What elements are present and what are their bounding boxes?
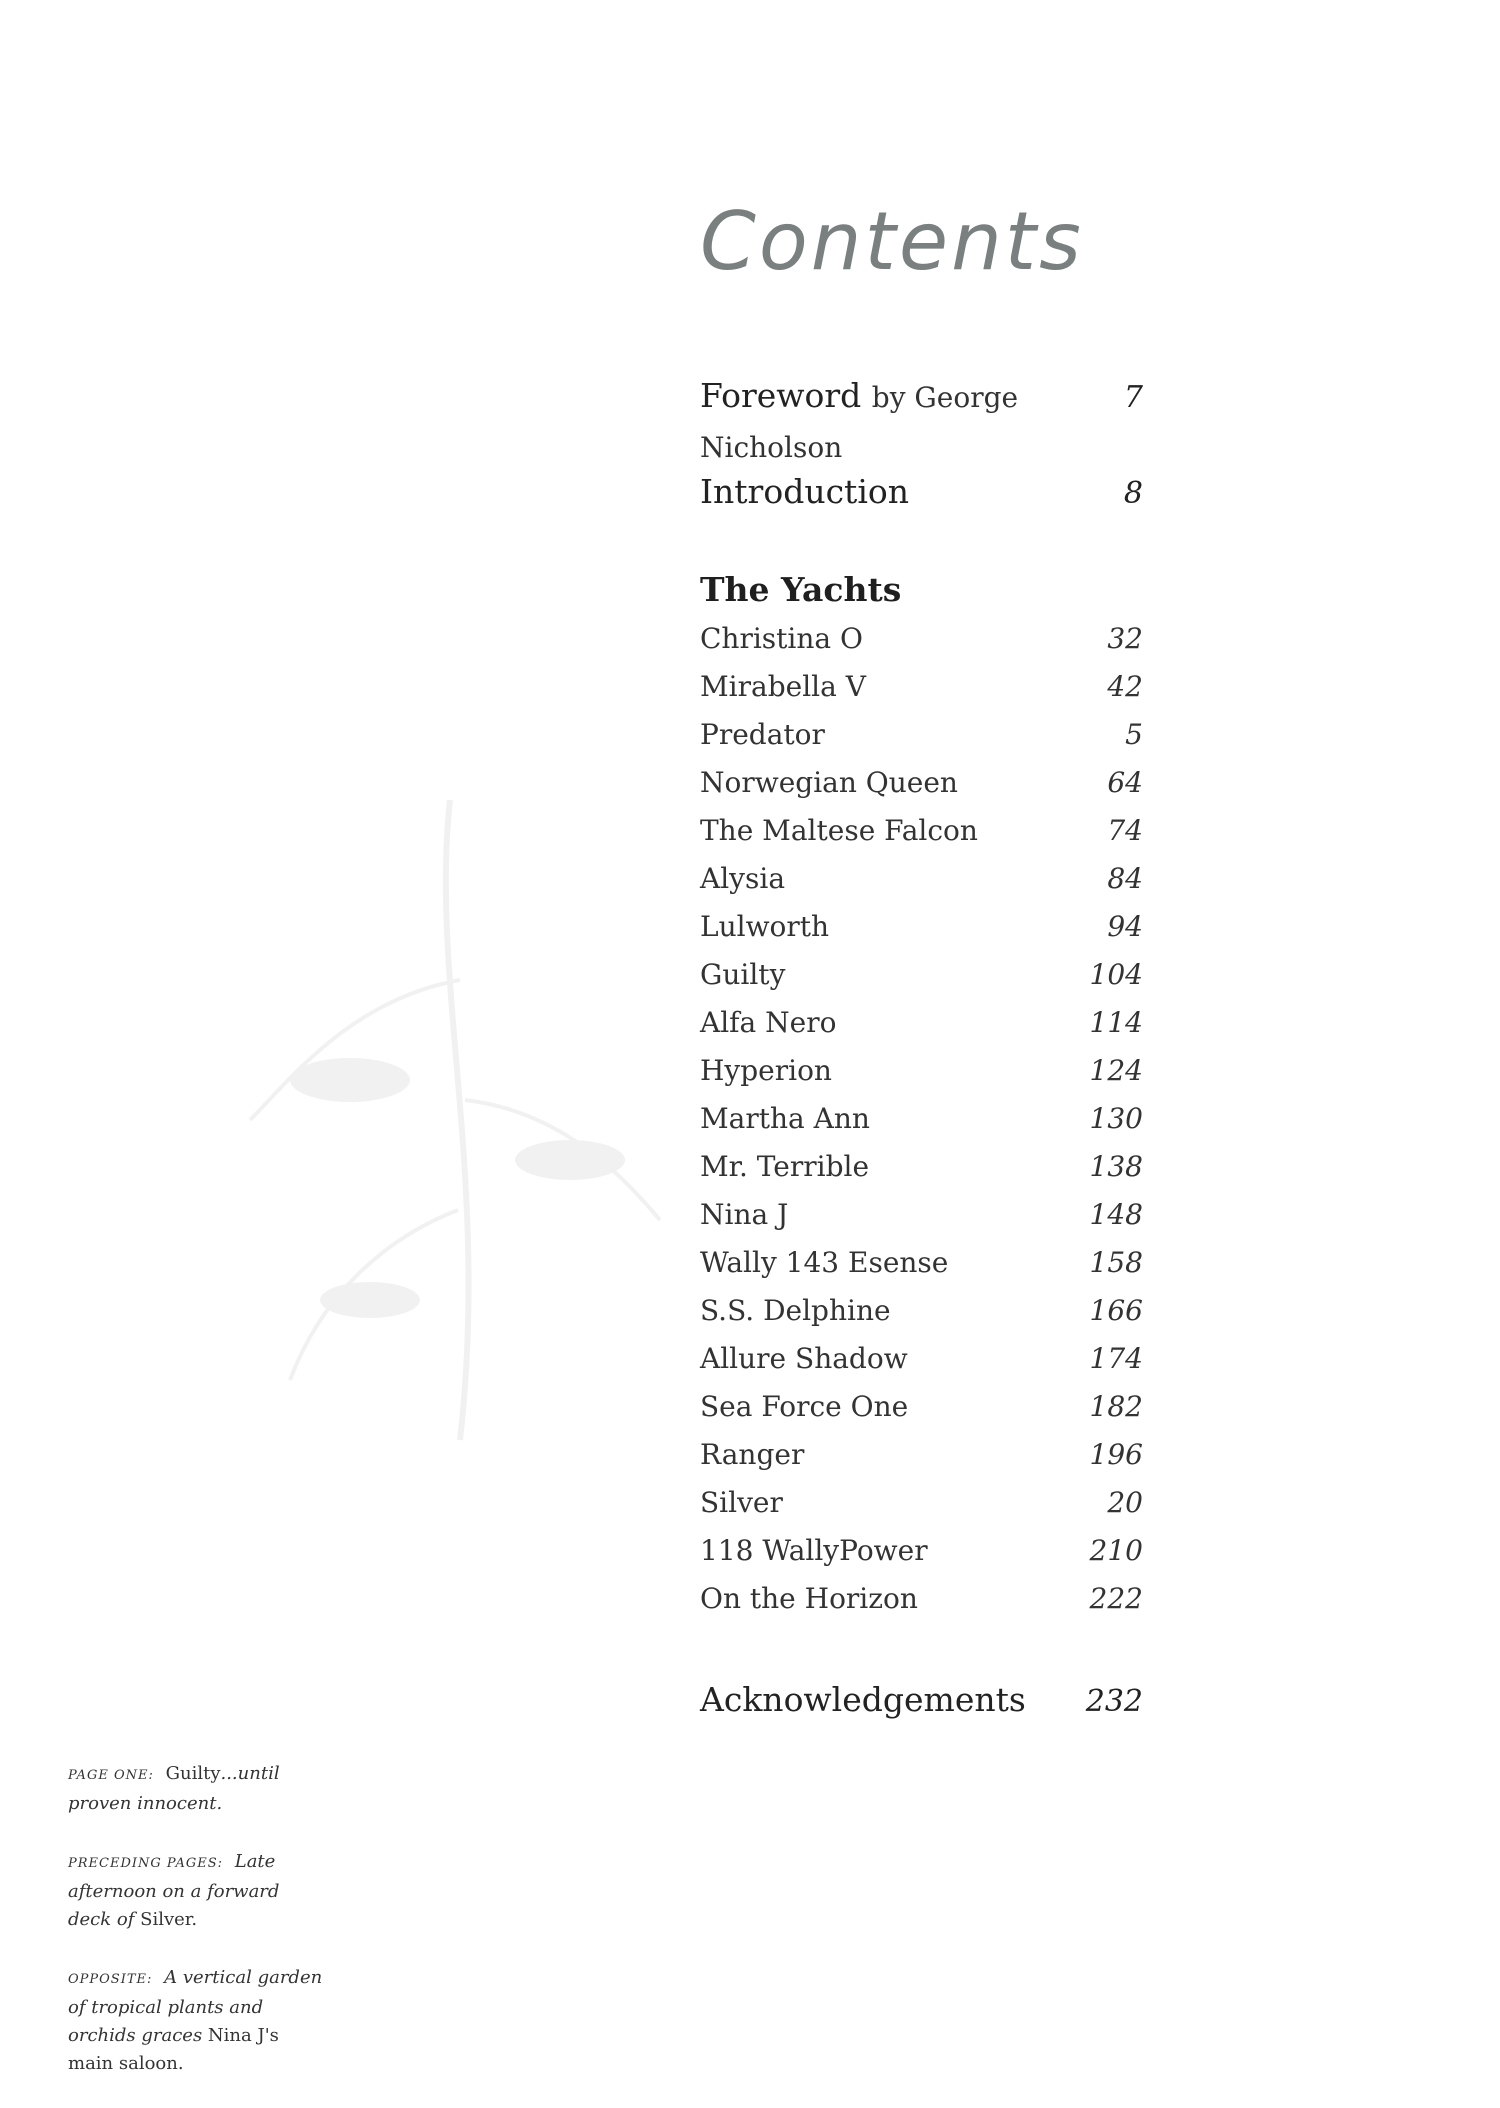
toc-row — [700, 1143, 1143, 1191]
yacht-page-number: 138 — [1089, 1150, 1143, 1183]
toc-row — [700, 1335, 1143, 1383]
yacht-name: Martha Ann — [700, 1102, 870, 1135]
toc-row — [700, 1527, 1143, 1575]
yacht-page-number: 148 — [1089, 1198, 1143, 1231]
toc-row — [700, 1479, 1143, 1527]
toc-row — [700, 855, 1143, 903]
caption-opposite — [68, 1964, 328, 2078]
foreword-page: 7 — [1123, 380, 1143, 415]
caption-label: PRECEDING PAGES: — [68, 1856, 224, 1871]
yacht-name: Mr. Terrible — [700, 1150, 870, 1183]
introduction-entry — [700, 468, 1143, 516]
caption-text: ...until proven innocent. — [68, 1763, 280, 1814]
toc-row — [700, 1575, 1143, 1623]
foreword-text — [700, 372, 1124, 472]
toc-row — [700, 1047, 1143, 1095]
caption-text: A vertical garden of tropical plants and orchids graces — [68, 1967, 323, 2046]
yacht-name: Alysia — [700, 862, 786, 895]
toc-row — [700, 1287, 1143, 1335]
caption-subject: Nina J's main saloon. — [68, 2025, 279, 2074]
acknowledgements-entry — [700, 1676, 1143, 1724]
yacht-page-number: 64 — [1107, 766, 1143, 799]
yacht-page-number: 114 — [1089, 1006, 1143, 1039]
yacht-name: Allure Shadow — [700, 1342, 908, 1375]
yacht-page-number: 42 — [1107, 670, 1143, 703]
yacht-name: S.S. Delphine — [700, 1294, 891, 1327]
toc-row — [700, 1383, 1143, 1431]
yacht-page-number: 32 — [1107, 622, 1143, 655]
introduction-page: 8 — [1123, 476, 1143, 511]
toc-row — [700, 903, 1143, 951]
yacht-name: Christina O — [700, 622, 863, 655]
yacht-name: On the Horizon — [700, 1582, 918, 1615]
yacht-page-number: 74 — [1107, 814, 1143, 847]
yacht-page-number: 166 — [1089, 1294, 1143, 1327]
yachts-section — [700, 565, 1143, 1623]
introduction-label: Introduction — [700, 472, 909, 511]
faint-plant-illustration — [230, 780, 680, 1460]
yacht-name: Wally 143 Esense — [700, 1246, 949, 1279]
yacht-name: Guilty — [700, 958, 786, 991]
foreword-entry — [700, 372, 1143, 464]
yacht-name: Sea Force One — [700, 1390, 909, 1423]
caption-subject: Guilty — [165, 1763, 221, 1784]
toc-row — [700, 1431, 1143, 1479]
foreword-label: Foreword — [700, 376, 862, 415]
yacht-name: Predator — [700, 718, 825, 751]
acknowledgements-label: Acknowledgements — [700, 1680, 1026, 1719]
yachts-heading: The Yachts — [700, 570, 902, 609]
yacht-name: Ranger — [700, 1438, 805, 1471]
page-title: Contents — [700, 195, 1084, 288]
toc-row — [700, 1239, 1143, 1287]
photo-captions — [68, 1760, 328, 2108]
toc-row — [700, 711, 1143, 759]
caption-subject: Silver. — [140, 1909, 198, 1930]
yacht-name: Mirabella V — [700, 670, 866, 703]
foreword-author: by George Nicholson — [700, 381, 1019, 464]
yacht-page-number: 124 — [1089, 1054, 1143, 1087]
caption-text: Late afternoon on a forward deck of — [68, 1851, 280, 1930]
toc-row — [700, 663, 1143, 711]
yacht-page-number: 182 — [1089, 1390, 1143, 1423]
caption-label: OPPOSITE: — [68, 1972, 153, 1987]
yacht-page-number: 84 — [1107, 862, 1143, 895]
yacht-name: Silver — [700, 1486, 783, 1519]
yacht-page-number: 130 — [1089, 1102, 1143, 1135]
caption-preceding-pages — [68, 1848, 328, 1934]
acknowledgements-page: 232 — [1085, 1684, 1143, 1719]
yacht-name: Lulworth — [700, 910, 830, 943]
yacht-name: 118 WallyPower — [700, 1534, 928, 1567]
yacht-page-number: 174 — [1089, 1342, 1143, 1375]
yacht-page-number: 104 — [1089, 958, 1143, 991]
toc-row — [700, 951, 1143, 999]
yacht-page-number: 20 — [1107, 1486, 1143, 1519]
yacht-page-number: 5 — [1125, 718, 1143, 751]
yacht-page-number: 210 — [1089, 1534, 1143, 1567]
yacht-name: Nina J — [700, 1198, 789, 1231]
yacht-name: Norwegian Queen — [700, 766, 958, 799]
toc-row — [700, 759, 1143, 807]
yachts-list — [700, 615, 1143, 1623]
toc-row — [700, 1095, 1143, 1143]
yacht-page-number: 196 — [1089, 1438, 1143, 1471]
yacht-page-number: 158 — [1089, 1246, 1143, 1279]
yacht-page-number: 222 — [1089, 1582, 1143, 1615]
toc-row — [700, 1191, 1143, 1239]
yacht-name: The Maltese Falcon — [700, 814, 978, 847]
toc-row — [700, 615, 1143, 663]
toc-row — [700, 807, 1143, 855]
caption-page-one — [68, 1760, 328, 1818]
yacht-name: Alfa Nero — [700, 1006, 837, 1039]
yacht-name: Hyperion — [700, 1054, 832, 1087]
toc-row — [700, 999, 1143, 1047]
yacht-page-number: 94 — [1107, 910, 1143, 943]
caption-label: PAGE ONE: — [68, 1768, 154, 1783]
